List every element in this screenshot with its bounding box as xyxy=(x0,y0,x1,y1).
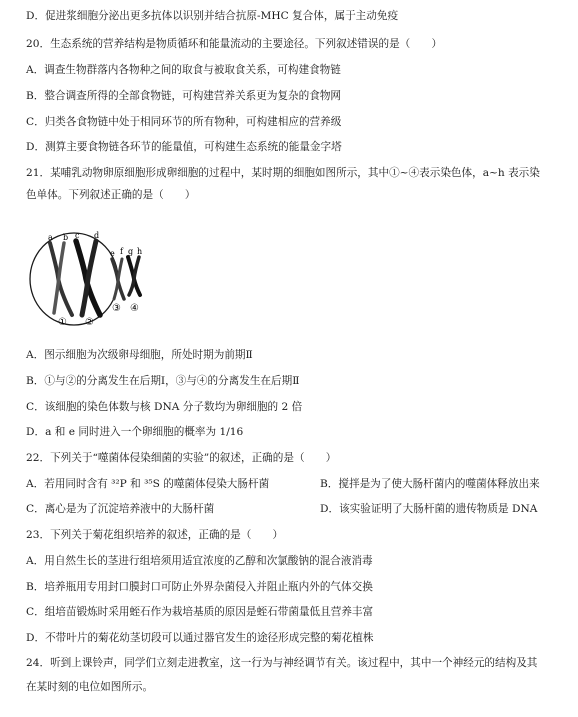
chromatid-b xyxy=(54,243,64,313)
q22-option-b: B．搅拌是为了使大肠杆菌内的噬菌体释放出来 xyxy=(320,478,540,490)
label-d: d xyxy=(94,231,100,240)
q21-option-a: A．图示细胞为次级卵母细胞，所处时期为前期Ⅱ xyxy=(26,349,253,361)
q23-option-d: D．不带叶片的菊花幼茎切段可以通过器官发生的途径形成完整的菊花植株 xyxy=(26,632,374,644)
q24-stem-line1: 24．听到上课铃声，同学们立刻走进教室，这一行为与神经调节有关。该过程中，其中一个神经元的结构及其 xyxy=(26,657,538,669)
chromosome-diagram xyxy=(28,229,168,329)
q21-option-b: B．①与②的分离发生在后期Ⅰ，③与④的分离发生在后期Ⅱ xyxy=(26,375,300,387)
label-c: c xyxy=(75,231,80,240)
q22-option-d: D．该实验证明了大肠杆菌的遗传物质是 DNA xyxy=(320,503,538,515)
q22-stem: 22．下列关于“噬菌体侵染细菌的实验”的叙述，正确的是（ ） xyxy=(26,452,337,464)
label-chromosome-4: ④ xyxy=(130,303,139,314)
q22-option-a: A．若用同时含有 ³²P 和 ³⁵S 的噬菌体侵染大肠杆菌 xyxy=(26,478,270,490)
label-b: b xyxy=(63,233,69,242)
q21-stem-line2: 色单体。下列叙述正确的是（ ） xyxy=(26,189,196,201)
cell-outline xyxy=(30,233,118,325)
q23-option-a: A．用自然生长的茎进行组培须用适宜浓度的乙醇和次氯酸钠的混合液消毒 xyxy=(26,555,373,567)
label-h: h xyxy=(137,247,143,256)
label-f: f xyxy=(120,247,123,256)
q23-stem: 23．下列关于菊花组织培养的叙述，正确的是（ ） xyxy=(26,529,284,541)
label-e: e xyxy=(110,249,115,258)
q24-stem-line2: 在某时刻的电位如图所示。 xyxy=(26,681,154,693)
q21-option-d: D．a 和 e 同时进入一个卵细胞的概率为 1/16 xyxy=(26,426,244,438)
label-a: a xyxy=(48,233,53,242)
label-chromosome-1: ① xyxy=(58,317,67,328)
q21-stem-line1: 21．某哺乳动物卵原细胞形成卵细胞的过程中，某时期的细胞如图所示，其中①~④表示染色体，a~h 表示染 xyxy=(26,167,540,179)
q20-stem: 20．生态系统的营养结构是物质循环和能量流动的主要途径。下列叙述错误的是（ ） xyxy=(26,38,443,50)
label-chromosome-2: ② xyxy=(85,317,94,328)
q20-option-a: A．调查生物群落内各物种之间的取食与被取食关系，可构建食物链 xyxy=(26,64,341,76)
chromosome-figure xyxy=(28,229,168,329)
q23-option-b: B．培养瓶用专用封口膜封口可防止外界杂菌侵入并阻止瓶内外的气体交换 xyxy=(26,581,373,593)
q20-option-c: C．归类各食物链中处于相同环节的所有物种，可构建相应的营养级 xyxy=(26,116,342,128)
q21-option-c: C．该细胞的染色体数与核 DNA 分子数均为卵细胞的 2 倍 xyxy=(26,401,303,413)
q19-option-d: D．促进浆细胞分泌出更多抗体以识别并结合抗原-MHC 复合体，属于主动免疫 xyxy=(26,10,399,22)
label-g: g xyxy=(128,247,134,256)
q20-option-d: D．测算主要食物链各环节的能量值，可构建生态系统的能量金字塔 xyxy=(26,141,342,153)
q23-option-c: C．组培苗锻炼时采用蛭石作为栽培基质的原因是蛭石带菌量低且营养丰富 xyxy=(26,606,374,618)
q22-option-c: C．离心是为了沉淀培养液中的大肠杆菌 xyxy=(26,503,215,515)
label-chromosome-3: ③ xyxy=(112,303,121,314)
q20-option-b: B．整合调查所得的全部食物链，可构建营养关系更为复杂的食物网 xyxy=(26,90,342,102)
